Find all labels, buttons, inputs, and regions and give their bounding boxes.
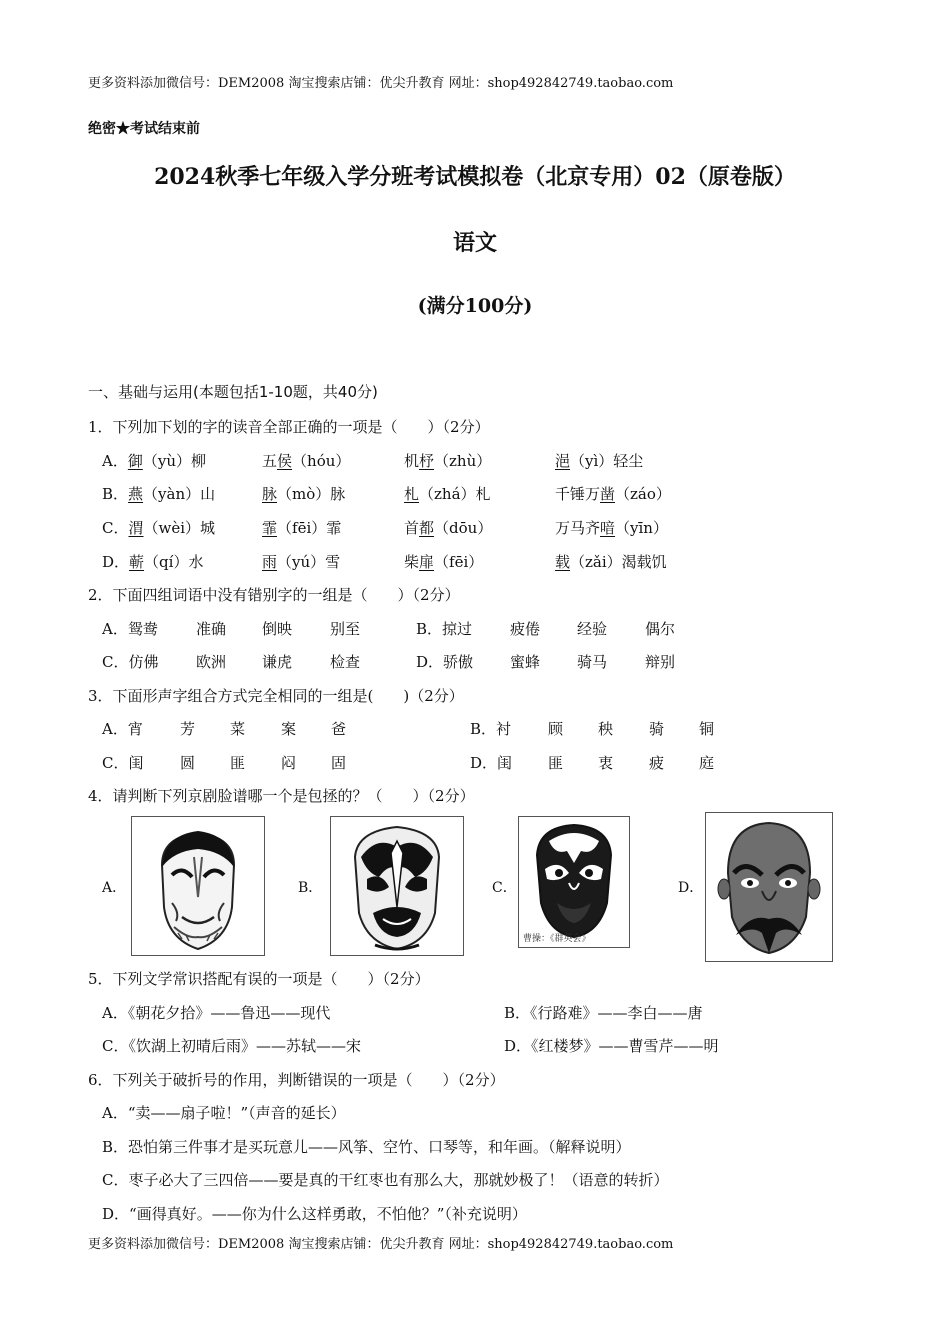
option-char: 匪	[548, 754, 564, 772]
question-6-option-c: C．枣子必大了三四倍——要是真的干红枣也有那么大，那就妙极了！（语意的转折）	[102, 1171, 669, 1189]
option-pinyin: （yì）轻尘	[570, 452, 644, 470]
question-1-option-item	[404, 551, 483, 572]
question-1-option-item	[555, 551, 667, 572]
question-1-option-item	[262, 551, 340, 572]
option-prefix: 五	[262, 452, 278, 470]
underlined-char: 御	[127, 452, 143, 470]
option-char: 庭	[699, 754, 715, 772]
question-1-option-item	[555, 450, 643, 471]
opera-mask-c	[518, 816, 630, 948]
option-prefix: 机	[404, 452, 420, 470]
option-word: 疲倦	[510, 620, 541, 638]
underlined-char: 札	[404, 485, 420, 503]
option-pinyin: （fēi）霏	[277, 519, 342, 537]
subject-title: 语文	[452, 230, 497, 256]
option-word: 谦虎	[262, 653, 293, 671]
option-word: 蜜蜂	[510, 653, 541, 671]
option-letter: A．	[102, 452, 128, 470]
mask-c-caption: 曹操：《群英会》	[523, 934, 591, 944]
underlined-char: 燕	[128, 485, 144, 503]
question-1-option-item	[262, 450, 350, 471]
opera-mask-d	[705, 812, 833, 962]
option-pinyin: （hóu）	[292, 452, 351, 470]
option-char: 匪	[230, 754, 246, 772]
underlined-char: 浥	[555, 452, 571, 470]
question-2-stem: 2．下面四组词语中没有错别字的一组是（ ）（2分）	[88, 586, 460, 604]
mask-a-label: A．	[102, 880, 127, 896]
page-title: 2024秋季七年级入学分班考试模拟卷（北京专用）02（原卷版）	[154, 164, 796, 190]
question-4-stem: 4．请判断下列京剧脸谱哪一个是包拯的？（ ）（2分）	[88, 787, 475, 805]
question-1-option-item	[102, 517, 215, 538]
option-char: 闷	[281, 754, 297, 772]
underlined-char: 霏	[262, 519, 278, 537]
option-char: 顾	[548, 720, 564, 738]
option-pinyin: （yīn）	[615, 519, 668, 537]
question-1-option-item	[262, 483, 345, 504]
option-char: 案	[281, 720, 297, 738]
question-5-option-a: A．《朝花夕拾》——鲁迅——现代	[102, 1004, 331, 1022]
option-word: 欧洲	[196, 653, 227, 671]
full-score: (满分100分)	[417, 295, 533, 317]
mask-c-label: C．	[492, 880, 517, 896]
option-char: 疲	[649, 754, 665, 772]
option-word: 检查	[330, 653, 361, 671]
page-header: 更多资料添加微信号：DEM2008 淘宝搜索店铺：优尖升教育 网址：shop492842749.taobao.com	[88, 76, 674, 91]
question-5-option-b: B．《行路难》——李白——唐	[504, 1004, 703, 1022]
option-prefix: 千锤万	[555, 485, 601, 503]
option-word: D．骄傲	[416, 653, 474, 671]
underlined-char: 凿	[600, 485, 616, 503]
question-6-option-d: D．“画得真好。——你为什么这样勇敢，不怕他？”（补充说明）	[102, 1205, 527, 1223]
option-letter: B．	[102, 485, 129, 503]
option-pinyin: （dōu）	[434, 519, 493, 537]
question-6-option-a: A．“卖——扇子啦！”（声音的延长）	[102, 1104, 346, 1122]
question-6-stem: 6．下列关于破折号的作用，判断错误的一项是（ ）（2分）	[88, 1071, 505, 1089]
underlined-char: 脉	[262, 485, 278, 503]
question-1-option-item	[102, 551, 203, 572]
option-word: 偶尔	[645, 620, 676, 638]
underlined-char: 雨	[262, 553, 278, 571]
question-5-stem: 5．下列文学常识搭配有误的一项是（ ）（2分）	[88, 970, 430, 988]
option-word: 经验	[577, 620, 608, 638]
option-char: B．衬	[470, 720, 512, 738]
option-char: 衷	[598, 754, 614, 772]
question-1-option-item	[404, 450, 491, 471]
option-word: B．掠过	[416, 620, 473, 638]
option-char: 圆	[180, 754, 196, 772]
option-letter: D．	[102, 553, 130, 571]
option-word: 准确	[196, 620, 227, 638]
option-char: 铜	[699, 720, 715, 738]
option-pinyin: （mò）脉	[277, 485, 346, 503]
option-word: 辩别	[645, 653, 676, 671]
option-char: 固	[331, 754, 347, 772]
question-1-option-item	[102, 450, 206, 471]
option-word: A．鸳鸯	[102, 620, 158, 638]
option-pinyin: （záo）	[615, 485, 671, 503]
option-pinyin: （zǎi）渴载饥	[570, 553, 667, 571]
question-5-option-c: C．《饮湖上初晴后雨》——苏轼——宋	[102, 1037, 361, 1055]
underlined-char: 渭	[128, 519, 144, 537]
option-pinyin: （wèi）城	[143, 519, 216, 537]
option-char: 骑	[649, 720, 665, 738]
underlined-char: 扉	[419, 553, 435, 571]
option-prefix: 万马齐	[555, 519, 601, 537]
option-word: 倒映	[262, 620, 293, 638]
option-word: 骑马	[577, 653, 608, 671]
question-1-option-item	[555, 517, 668, 538]
option-word: C．仿佛	[102, 653, 159, 671]
opera-mask-a	[131, 816, 265, 956]
option-pinyin: （yù）柳	[142, 452, 206, 470]
option-char: 秧	[598, 720, 614, 738]
option-pinyin: （fēi）	[434, 553, 484, 571]
underlined-char: 蕲	[129, 553, 145, 571]
option-pinyin: （zhá）札	[419, 485, 491, 503]
option-pinyin: （yú）雪	[277, 553, 341, 571]
option-char: C．闺	[102, 754, 144, 772]
underlined-char: 侯	[277, 452, 293, 470]
option-char: 爸	[331, 720, 347, 738]
option-prefix: 首	[404, 519, 420, 537]
question-1-option-item	[404, 483, 491, 504]
option-pinyin: （zhù）	[434, 452, 492, 470]
page-footer: 更多资料添加微信号：DEM2008 淘宝搜索店铺：优尖升教育 网址：shop492842749.taobao.com	[88, 1237, 674, 1252]
option-pinyin: （qí）水	[144, 553, 204, 571]
opera-mask-b	[330, 816, 464, 956]
option-word: 别至	[330, 620, 361, 638]
option-char: A．宵	[102, 720, 143, 738]
underlined-char: 都	[419, 519, 435, 537]
question-1-option-item	[555, 483, 671, 504]
option-pinyin: （yàn）山	[143, 485, 216, 503]
question-1-stem: 1．下列加下划的字的读音全部正确的一项是（ ）（2分）	[88, 418, 490, 436]
question-1-option-item	[404, 517, 492, 538]
question-6-option-b: B．恐怕第三件事才是买玩意儿——风筝、空竹、口琴等，和年画。（解释说明）	[102, 1138, 631, 1156]
question-1-option-item	[102, 483, 215, 504]
confidential-label: 绝密★考试结束前	[88, 121, 200, 137]
option-char: 菜	[230, 720, 246, 738]
underlined-char: 载	[555, 553, 571, 571]
underlined-char: 杼	[419, 452, 435, 470]
underlined-char: 喑	[600, 519, 616, 537]
mask-d-label: D．	[678, 880, 704, 896]
question-5-option-d: D．《红楼梦》——曹雪芹——明	[504, 1037, 719, 1055]
option-char: D．闺	[470, 754, 513, 772]
question-1-option-item	[262, 517, 341, 538]
option-char: 芳	[180, 720, 196, 738]
option-prefix: 柴	[404, 553, 420, 571]
mask-b-label: B．	[298, 880, 323, 896]
section-heading: 一、基础与运用(本题包括1-10题，共40分)	[88, 383, 378, 401]
option-letter: C．	[102, 519, 129, 537]
question-3-stem: 3．下面形声字组合方式完全相同的一组是( )（2分）	[88, 687, 464, 705]
